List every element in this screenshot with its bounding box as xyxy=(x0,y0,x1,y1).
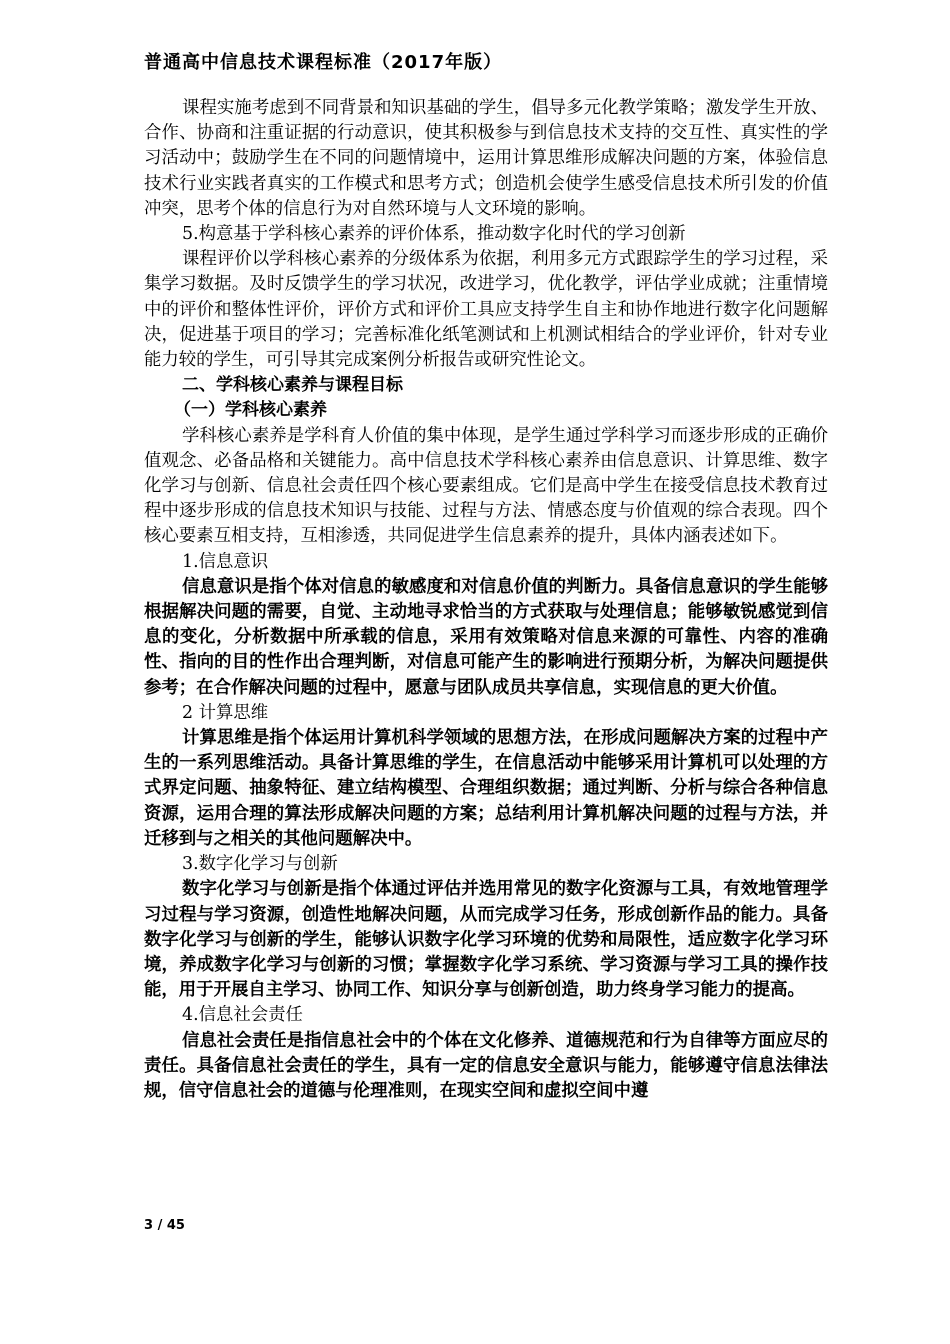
paragraph-digital-learning: 数字化学习与创新是指个体通过评估并选用常见的数字化资源与工具，有效地管理学习过程与学习资源，创造性地解决问题，从而完成学习任务，形成创新作品的能力。具备数字化学习与创新的学生，能够认识数字化学习环境的优势和局限性，适应数字化学习环境，养成数字化学习与创新的习惯；掌握数字化学习系统、学习资源与学习工具的操作技能，用于开展自主学习、协同工作、知识分享与创新创造，助力终身学习能力的提高。 xyxy=(144,879,828,1001)
document-body xyxy=(144,96,828,1104)
heading-information-awareness: 1.信息意识 xyxy=(182,551,269,572)
heading-digital-learning: 3.数字化学习与创新 xyxy=(182,854,338,875)
paragraph-implementation: 课程实施考虑到不同背景和知识基础的学生，倡导多元化教学策略；激发学生开放、合作、协商和注重证据的行动意识，使其积极参与到信息技术支持的交互性、真实性的学习活动中；鼓励学生在不同的问题情境中，运用计算思维形成解决问题的方案，体验信息技术行业实践者真实的工作模式和思考方式；创造机会使学生感受信息技术所引发的价值冲突，思考个体的信息行为对自然环境与人文环境的影响。 xyxy=(144,98,828,219)
paragraph-core-literacy: 学科核心素养是学科育人价值的集中体现，是学生通过学科学习而逐步形成的正确价值观念、必备品格和关键能力。高中信息技术学科核心素养由信息意识、计算思维、数字化学习与创新、信息社会责任四个核心要素组成。它们是高中学生在接受信息技术教育过程中逐步形成的信息技术知识与技能、过程与方法、情感态度与价值观的综合表现。四个核心要素互相支持，互相渗透，共同促进学生信息素养的提升，具体内涵表述如下。 xyxy=(144,425,828,547)
page-header-title: 普通高中信息技术课程标准（2017年版） xyxy=(144,52,503,73)
heading-social-responsibility: 4.信息社会责任 xyxy=(182,1005,303,1026)
paragraph-social-responsibility: 信息社会责任是指信息社会中的个体在文化修养、道德规范和行为自律等方面应尽的责任。具备信息社会责任的学生，具有一定的信息安全意识与能力，能够遵守信息法律法规，信守信息社会的道德与伦理准则，在现实空间和虚拟空间中遵 xyxy=(144,1030,828,1101)
subsection-heading-core-literacy: （一）学科核心素养 xyxy=(174,400,327,421)
heading-item-5: 5.构意基于学科核心素养的评价体系，推动数字化时代的学习创新 xyxy=(182,224,686,245)
heading-computational-thinking: 2 计算思维 xyxy=(182,702,269,723)
paragraph-information-awareness: 信息意识是指个体对信息的敏感度和对信息价值的判断力。具备信息意识的学生能够根据解决问题的需要，自觉、主动地寻求恰当的方式获取与处理信息；能够敏锐感觉到信息的变化，分析数据中所承载的信息，采用有效策略对信息来源的可靠性、内容的准确性、指向的目的性作出合理判断，对信息可能产生的影响进行预期分析，为解决问题提供参考；在合作解决问题的过程中，愿意与团队成员共享信息，实现信息的更大价值。 xyxy=(144,576,828,698)
paragraph-evaluation: 课程评价以学科核心素养的分级体系为依据，利用多元方式跟踪学生的学习过程，采集学习数据。及时反馈学生的学习状况，改进学习，优化教学，评估学业成就；注重情境中的评价和整体性评价，评价方式和评价工具应支持学生自主和协作地进行数字化问题解决，促进基于项目的学习；完善标准化纸笔测试和上机测试相结合的学业评价，针对专业能力较的学生，可引导其完成案例分析报告或研究性论文。 xyxy=(144,249,828,371)
section-heading-core-competencies: 二、学科核心素养与课程目标 xyxy=(182,375,403,396)
page-number: 3 / 45 xyxy=(144,1218,185,1233)
paragraph-computational-thinking: 计算思维是指个体运用计算机科学领域的思想方法，在形成问题解决方案的过程中产生的一系列思维活动。具备计算思维的学生，在信息活动中能够采用计算机可以处理的方式界定问题、抽象特征、建立结构模型、合理组织数据；通过判断、分析与综合各种信息资源，运用合理的算法形成解决问题的方案；总结利用计算机解决问题的过程与方法，并迁移到与之相关的其他问题解决中。 xyxy=(144,728,828,849)
